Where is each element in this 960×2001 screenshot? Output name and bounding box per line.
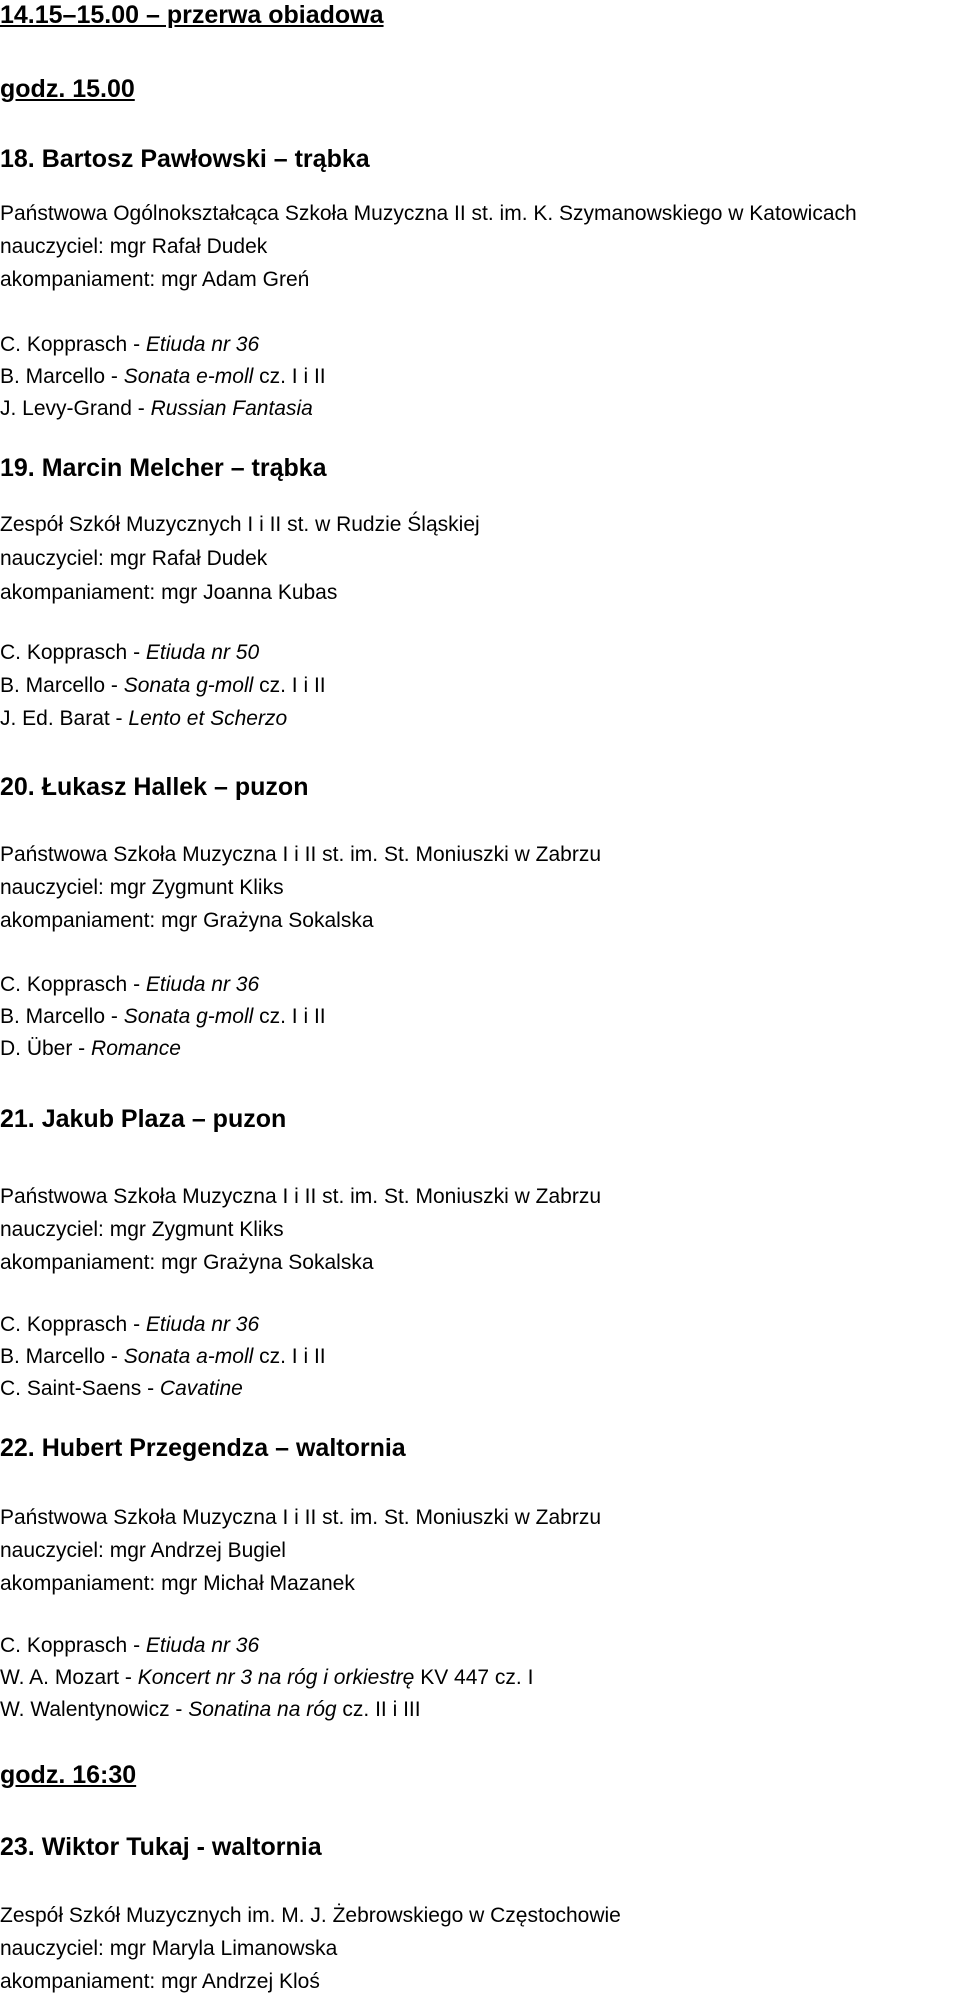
accompanist-line: akompaniament: mgr Michał Mazanek	[0, 1572, 355, 1595]
performer-instrument: puzon	[234, 773, 309, 801]
time-heading-1630: godz. 16:30	[0, 1761, 137, 1789]
title-dash: –	[214, 773, 228, 801]
time-heading-1500: godz. 15.00	[0, 75, 135, 103]
piece-work: Sonata a-moll	[123, 1345, 254, 1368]
piece-composer: B. Marcello -	[0, 674, 118, 697]
piece-line	[0, 1665, 533, 1691]
teacher-line: nauczyciel: mgr Andrzej Bugiel	[0, 1539, 286, 1562]
teacher-line: nauczyciel: mgr Zygmunt Kliks	[0, 1218, 284, 1241]
performer-name: Jakub Plaza	[41, 1105, 185, 1133]
accompanist-line: akompaniament: mgr Adam Greń	[0, 268, 310, 291]
accompanist-line: akompaniament: mgr Andrzej Kloś	[0, 1970, 320, 1993]
performer-number: 21.	[0, 1105, 35, 1133]
piece-work: Etiuda nr 36	[145, 973, 260, 996]
piece-work: Koncert nr 3 na róg i orkiestrę	[137, 1666, 415, 1689]
title-dash: –	[273, 145, 288, 173]
title-dash: –	[191, 1105, 206, 1133]
piece-composer: B. Marcello -	[0, 1005, 118, 1028]
piece-extra: KV 447 cz. I	[420, 1666, 534, 1689]
performer-name: Hubert Przegendza	[41, 1434, 269, 1462]
accompanist-line: akompaniament: mgr Joanna Kubas	[0, 581, 338, 604]
piece-composer: C. Kopprasch -	[0, 1634, 141, 1657]
piece-composer: B. Marcello -	[0, 365, 118, 388]
performer-heading	[0, 1435, 406, 1461]
piece-line	[0, 332, 259, 358]
piece-work: Etiuda nr 36	[145, 1634, 260, 1657]
piece-line	[0, 972, 259, 998]
performer-instrument: trąbka	[251, 454, 327, 482]
performer-heading	[0, 146, 370, 172]
school-line: Państwowa Szkoła Muzyczna I i II st. im. St. Moniuszki w Zabrzu	[0, 1506, 602, 1529]
piece-composer: J. Ed. Barat -	[0, 707, 123, 730]
title-dash: –	[275, 1434, 290, 1462]
piece-work: Cavatine	[159, 1377, 243, 1400]
piece-work: Etiuda nr 50	[145, 641, 260, 664]
piece-work: Etiuda nr 36	[145, 1313, 260, 1336]
teacher-line: nauczyciel: mgr Maryla Limanowska	[0, 1937, 338, 1960]
teacher-line: nauczyciel: mgr Rafał Dudek	[0, 547, 268, 570]
piece-line	[0, 1376, 243, 1402]
piece-extra: cz. I i II	[259, 1345, 326, 1368]
performer-heading	[0, 1834, 322, 1860]
performer-heading	[0, 774, 308, 800]
performer-name: Bartosz Pawłowski	[41, 145, 267, 173]
school-line: Państwowa Ogólnokształcąca Szkoła Muzyczna II st. im. K. Szymanowskiego w Katowicach	[0, 202, 857, 225]
title-dash: -	[196, 1833, 205, 1861]
piece-work: Sonata g-moll	[123, 1005, 254, 1028]
school-line: Zespół Szkół Muzycznych I i II st. w Rudzie Śląskiej	[0, 513, 480, 536]
piece-composer: C. Kopprasch -	[0, 1313, 141, 1336]
performer-instrument: trąbka	[294, 145, 370, 173]
performer-instrument: waltornia	[211, 1833, 322, 1861]
piece-composer: W. Walentynowicz -	[0, 1698, 183, 1721]
piece-work: Etiuda nr 36	[145, 333, 260, 356]
performer-name: Marcin Melcher	[41, 454, 224, 482]
piece-line	[0, 1633, 259, 1659]
performer-heading	[0, 455, 327, 481]
lunch-break-heading: 14.15–15.00 – przerwa obiadowa	[0, 1, 384, 29]
piece-composer: J. Levy-Grand -	[0, 397, 145, 420]
piece-composer: C. Kopprasch -	[0, 333, 141, 356]
piece-line	[0, 1312, 259, 1338]
piece-work: Lento et Scherzo	[128, 707, 288, 730]
accompanist-line: akompaniament: mgr Grażyna Sokalska	[0, 1251, 374, 1274]
piece-composer: C. Kopprasch -	[0, 641, 141, 664]
piece-line	[0, 1004, 326, 1030]
performer-instrument: waltornia	[295, 1434, 406, 1462]
piece-work: Romance	[91, 1037, 181, 1060]
piece-extra: cz. I i II	[259, 674, 326, 697]
piece-line	[0, 1697, 421, 1723]
piece-extra: cz. I i II	[259, 365, 326, 388]
piece-line	[0, 364, 326, 390]
piece-line	[0, 640, 259, 666]
piece-line	[0, 1344, 326, 1370]
performer-number: 19.	[0, 454, 35, 482]
piece-composer: W. A. Mozart -	[0, 1666, 132, 1689]
school-line: Zespół Szkół Muzycznych im. M. J. Żebrowskiego w Częstochowie	[0, 1904, 621, 1927]
piece-work: Sonata g-moll	[123, 674, 254, 697]
performer-instrument: puzon	[212, 1105, 287, 1133]
piece-line	[0, 396, 313, 422]
piece-composer: B. Marcello -	[0, 1345, 118, 1368]
title-dash: –	[230, 454, 245, 482]
teacher-line: nauczyciel: mgr Rafał Dudek	[0, 235, 268, 258]
school-line: Państwowa Szkoła Muzyczna I i II st. im. St. Moniuszki w Zabrzu	[0, 1185, 602, 1208]
piece-composer: C. Saint-Saens -	[0, 1377, 155, 1400]
piece-line	[0, 673, 326, 699]
piece-line	[0, 1036, 181, 1062]
piece-extra: cz. I i II	[259, 1005, 326, 1028]
piece-composer: C. Kopprasch -	[0, 973, 141, 996]
performer-heading	[0, 1106, 286, 1132]
school-line: Państwowa Szkoła Muzyczna I i II st. im. St. Moniuszki w Zabrzu	[0, 843, 602, 866]
performer-number: 20.	[0, 773, 35, 801]
piece-work: Sonatina na róg	[188, 1698, 337, 1721]
performer-number: 18.	[0, 145, 35, 173]
piece-composer: D. Über -	[0, 1037, 86, 1060]
accompanist-line: akompaniament: mgr Grażyna Sokalska	[0, 909, 374, 932]
teacher-line: nauczyciel: mgr Zygmunt Kliks	[0, 876, 284, 899]
piece-work: Russian Fantasia	[150, 397, 313, 420]
piece-extra: cz. II i III	[342, 1698, 421, 1721]
performer-name: Wiktor Tukaj	[41, 1833, 190, 1861]
piece-line	[0, 706, 287, 732]
performer-number: 22.	[0, 1434, 35, 1462]
piece-work: Sonata e-moll	[123, 365, 254, 388]
performer-name: Łukasz Hallek	[41, 773, 208, 801]
performer-number: 23.	[0, 1833, 35, 1861]
